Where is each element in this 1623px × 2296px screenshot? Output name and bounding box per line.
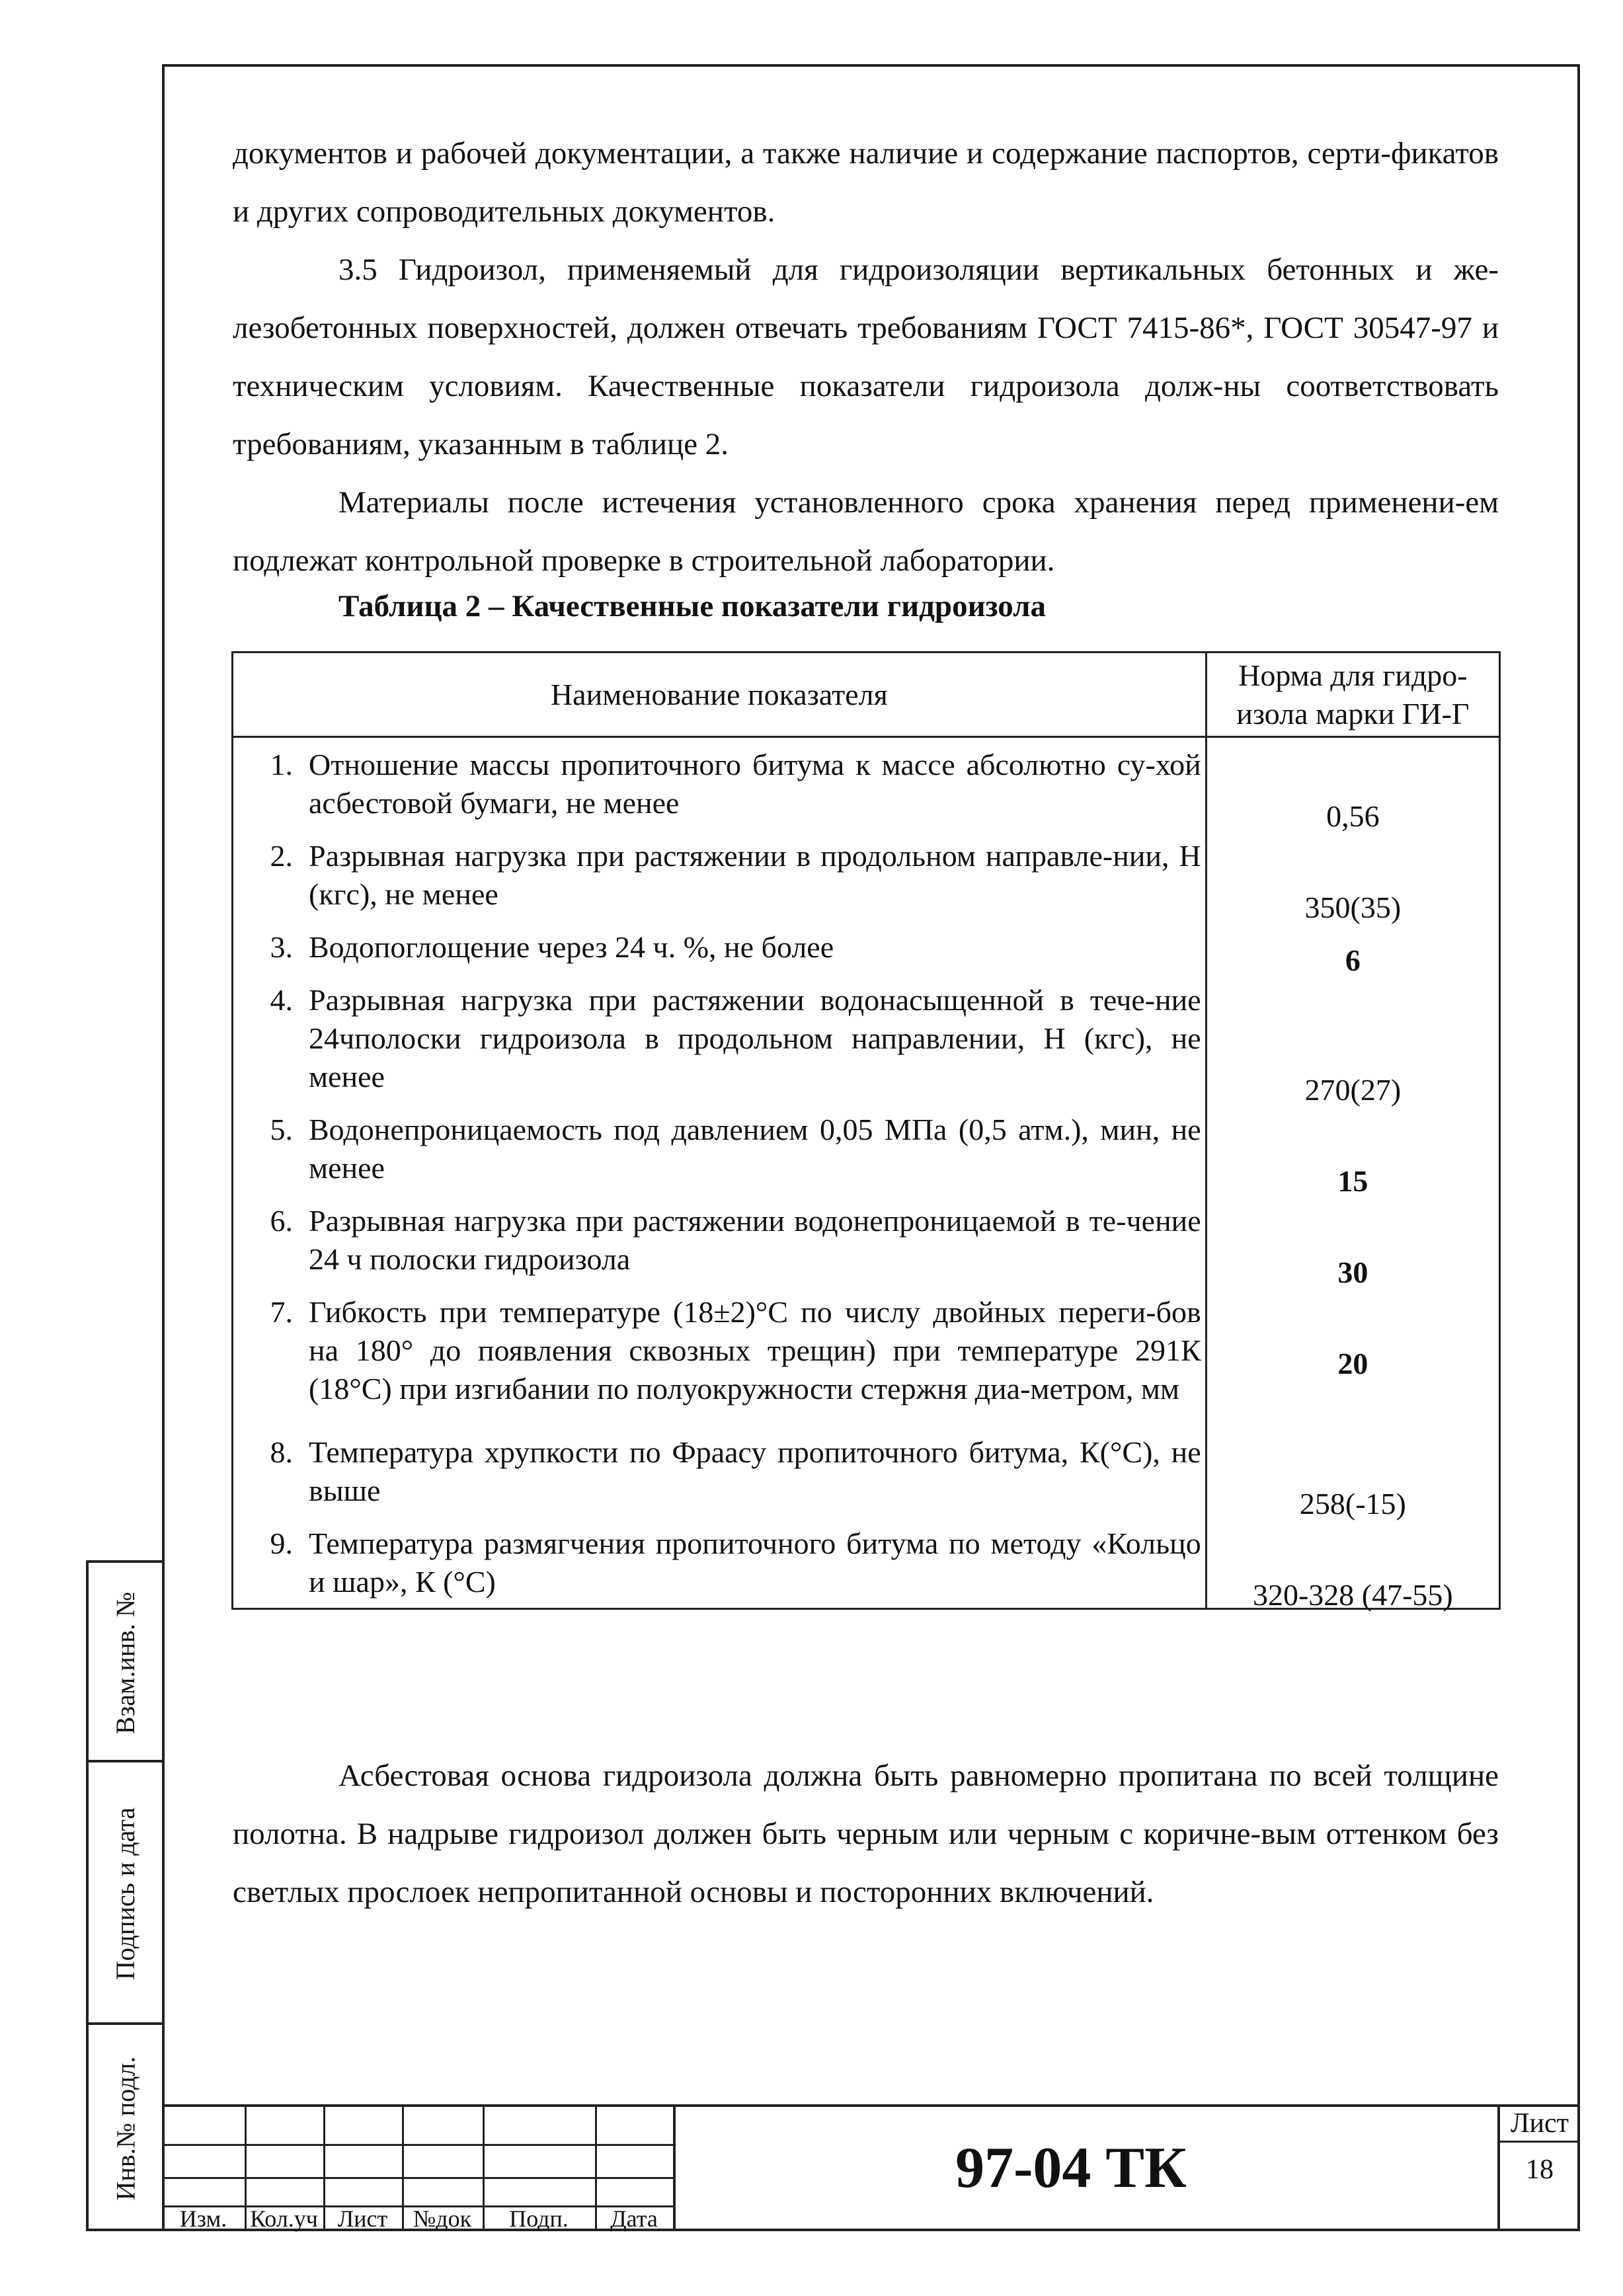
stamp-column-label: Лист bbox=[337, 2205, 388, 2232]
row-number: 5. bbox=[270, 1113, 293, 1146]
row-value: 20 bbox=[1337, 1347, 1368, 1380]
table-row bbox=[233, 837, 1205, 914]
table-row bbox=[233, 981, 1205, 1096]
table-row bbox=[233, 1202, 1205, 1279]
row-value: 258(-15) bbox=[1299, 1487, 1406, 1521]
row-value: 270(27) bbox=[1304, 1073, 1402, 1107]
row-description: Водопоглощение через 24 ч. %, не более bbox=[309, 930, 834, 964]
stamp-column-label: Изм. bbox=[179, 2205, 227, 2232]
table-row bbox=[233, 746, 1205, 822]
table-row bbox=[233, 1111, 1205, 1187]
row-value: 0,56 bbox=[1326, 799, 1380, 833]
stamp-column-label: №док bbox=[413, 2205, 472, 2232]
paragraph-materials: Материалы после истечения установленного срока хранения перед применени-ем подлежат контрольной проверке в строительной лаборатории. bbox=[233, 485, 1499, 578]
paragraph-closing: Асбестовая основа гидроизола должна быть равномерно пропитана по всей толщине полотна. В надрыве гидроизол должен быть черным или черным с коричне-вым оттенком без светлых прослоек непропитанной основы и посторонних включений. bbox=[233, 1759, 1499, 1909]
row-description: Температура хрупкости по Фраасу пропиточного битума, К(°С), не выше bbox=[309, 1435, 1201, 1507]
side-label-podpis: Подпись и дата bbox=[110, 1807, 140, 1981]
table-values-cell bbox=[1206, 737, 1499, 1612]
table-caption: Таблица 2 – Качественные показатели гидроизола bbox=[338, 589, 1047, 623]
side-label-vzam: Взам.инв. № bbox=[110, 1591, 141, 1734]
row-number: 9. bbox=[270, 1526, 293, 1560]
row-number: 4. bbox=[270, 983, 293, 1017]
row-value: 15 bbox=[1337, 1164, 1368, 1198]
spec-table bbox=[231, 651, 1501, 1610]
sheet-label: Лист bbox=[1511, 2108, 1569, 2139]
row-number: 2. bbox=[270, 839, 293, 873]
row-description: Гибкость при температуре (18±2)°С по числу двойных переги-бов на 180° до появления сквозных трещин) при температуре 291К (18°С) при изгибании по полуокружности стержня диа-метром, мм bbox=[309, 1295, 1201, 1405]
stamp-column-label: Подп. bbox=[509, 2205, 569, 2232]
row-description: Разрывная нагрузка при растяжении водонепроницаемой в те-чение 24 ч полоски гидроизола bbox=[309, 1204, 1201, 1276]
stamp-column-label: Кол.уч bbox=[250, 2205, 318, 2232]
closing-text bbox=[233, 1747, 1499, 1921]
body-text bbox=[233, 124, 1499, 590]
row-description: Температура размягчения пропиточного битума по методу «Кольцо и шар», К (°С) bbox=[309, 1526, 1201, 1599]
row-number: 7. bbox=[270, 1295, 293, 1329]
row-value: 6 bbox=[1345, 943, 1361, 977]
row-value: 350(35) bbox=[1304, 891, 1402, 924]
sheet-number: 18 bbox=[1526, 2155, 1554, 2185]
row-number: 3. bbox=[270, 930, 293, 964]
header-name: Наименование показателя bbox=[233, 653, 1207, 737]
row-number: 1. bbox=[270, 748, 293, 781]
row-number: 8. bbox=[270, 1435, 293, 1469]
table-row bbox=[233, 928, 1205, 967]
row-value: 320-328 (47-55) bbox=[1252, 1578, 1453, 1612]
table-names-cell bbox=[233, 737, 1207, 1609]
table-row bbox=[233, 1433, 1205, 1510]
stamp-column-label: Дата bbox=[610, 2205, 658, 2232]
table-row bbox=[233, 1524, 1205, 1601]
paragraph-continuation: документов и рабочей документации, а также наличие и содержание паспортов, серти-фикатов и других сопроводительных документов. bbox=[233, 136, 1499, 229]
header-norm: Норма для гидро-изола марки ГИ-Г bbox=[1206, 653, 1499, 737]
row-number: 6. bbox=[270, 1204, 293, 1238]
table-row bbox=[233, 1293, 1205, 1408]
row-value: 30 bbox=[1337, 1255, 1368, 1289]
row-description: Разрывная нагрузка при растяжении в продольном направле-нии, Н (кгс), не менее bbox=[309, 839, 1201, 911]
row-description: Отношение массы пропиточного битума к массе абсолютно су-хой асбестовой бумаги, не менее bbox=[309, 748, 1201, 820]
paragraph-3-5: 3.5 Гидроизол, применяемый для гидроизоляции вертикальных бетонных и же-лезобетонных поверхностей, должен отвечать требованиям ГОСТ 7415-86*, ГОСТ 30547-97 и техническим условиям. Качественные показатели гидроизола долж-ны соответствовать требованиям, указанным в таблице 2. bbox=[233, 253, 1499, 461]
document-number: 97-04 ТК bbox=[955, 2136, 1187, 2200]
side-label-inv: Инв.№ подл. bbox=[110, 2056, 141, 2200]
row-description: Разрывная нагрузка при растяжении водонасыщенной в тече-ние 24чполоски гидроизола в продольном направлении, Н (кгс), не менее bbox=[309, 983, 1201, 1093]
row-description: Водонепроницаемость под давлением 0,05 МПа (0,5 атм.), мин, не менее bbox=[309, 1113, 1201, 1185]
side-stamp bbox=[86, 1560, 162, 2231]
